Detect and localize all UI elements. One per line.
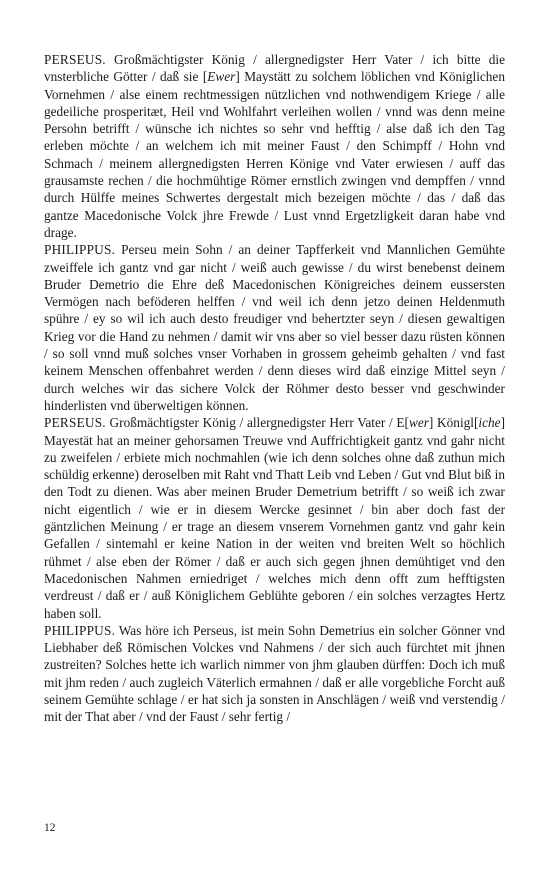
paragraph-text: ] Maystätt zu solchem löblichen vnd Königlichen Vornehmen / alse einem rechtmessigen nützlichen vnd nothwendigem Kriege / alle gedeiliche prosperitæt, Heil vnd Wohlfahrt verleihen wollen / vnnd was denn meine Persohn betrifft / wünsche ich nichtes so sehr vnd hefftig / alse daß ich den Tag erleben möchte / an welchem ich mit meiner Faust / den Schimpff / Hohn vnd Schmach / meinem allergnedigsten Herren Könige vnd Vater erwiesen / auff das grausamste rechen / die hochmühtige Römer ernstlich zwingen vnd dempffen / vnnd durch Hülffe meines Schwertes dergestalt mich bezeigen möchte / das / daß das gantze Macedonische Volck jhre Frewde / Lust vnnd Ergetzligkeit daran habe vnd drage. <box>44 69 505 240</box>
paragraph <box>44 622 505 726</box>
italic-text: Ewer <box>207 69 236 85</box>
paragraph-text: ] Königl[ <box>428 415 479 431</box>
speaker-name: PERSEUS. <box>44 415 106 431</box>
paragraph <box>44 51 505 241</box>
speaker-name: PERSEUS. <box>44 52 106 67</box>
paragraph-text: Großmächtigster König / allergnedigster Herr Vater / E[ <box>105 415 409 431</box>
paragraph <box>44 414 505 622</box>
paragraph-text: ] Mayestät hat an meiner gehorsamen Treuwe vnd Auffrichtigkeit gantz vnd gahr nicht zu zweifelen / erbiete mich nochmahlen (wie ich denn solches ohne daß zuthun mich schüldig erkenne) deroselben mit Raht vnd Thatt Leib vnd Leben / Gut vnd Blut biß in den Todt zu dienen. Was aber meinen Bruder Demetrium betrifft / so weiß ich zwar nicht eigentlich / wie er in diesem Wercke gesinnet / bin aber doch fast der gäntzlichen Meinung / er trage an diesem vnserem Vornehmen gantz vnd gahr kein Gefallen / sintemahl er keine Nation in der weiten vnd breiten Welt so höchlich rühmet / alse eben der Römer / daß er auch sich gegen jhnen demühtiget vnd den Macedonischen Nahmen erniedriget / welches mich denn offt zum hefftigsten verdreust / daß er / auß Königlichem Geblühte geboren / ein solches verzagtes Hertz haben soll. <box>44 415 505 621</box>
paragraph-text: Was höre ich Perseus, ist mein Sohn Demetrius ein solcher Gönner vnd Liebhaber deß Römischen Volckes vnd Nahmens / der sich auch fürchtet mit jhnen zustreiten? Solches hette ich warlich nimmer von jhm glauben dürffen: Doch ich muß mit jhm reden / auch zugleich Väterlich ermahnen / daß er alle vorgebliche Forcht auß seinem Gemühte schlage / er hat sich ja sonsten in Anschlägen / weiß vnd verstendig / mit der That aber / vnd der Faust / sehr fertig / <box>44 622 505 725</box>
speaker-name: PHILIPPUS. <box>44 242 116 258</box>
italic-text: wer <box>408 415 429 431</box>
italic-text: iche <box>478 415 501 431</box>
paragraph-text: Perseu mein Sohn / an deiner Tapfferkeit vnd Mannlichen Gemühte zweiffele ich gantz vnd gar nicht / weiß auch gewisse / du wirst benebenst deinem Bruder Demetrio die Ehre deß Macedonischen Königreiches deinem eussersten Vermögen nach beföderen helffen / vnd weil ich denn jetzo deinen Heldenmuth spühre / ey so wil ich auch desto freudiger vnd behertzter seyn / diesen gewaltigen Krieg vor die Hand zu nehmen / damit wir vns aber so viel besser dazu rüsten können / so soll vnnd muß solches vnser Vorhaben in grossem geheimb gehalten / vnd fast keinem Menschen offenbahret werden / denn dieses wird daß einzige Mittel seyn / durch welches wir das sichere Volck der Röhmer desto besser vnd geschwinder hinderlisten vnd überweltigen können. <box>44 242 505 413</box>
paragraph <box>44 241 505 414</box>
speaker-name: PHILIPPUS. <box>44 622 116 638</box>
page-number: 12 <box>44 822 56 834</box>
paragraph-text: Großmächtigster König / allergnedigster Herr Vater / ich bitte die vnsterbliche Götter / daß sie [ <box>44 52 505 85</box>
document-body <box>44 51 505 726</box>
